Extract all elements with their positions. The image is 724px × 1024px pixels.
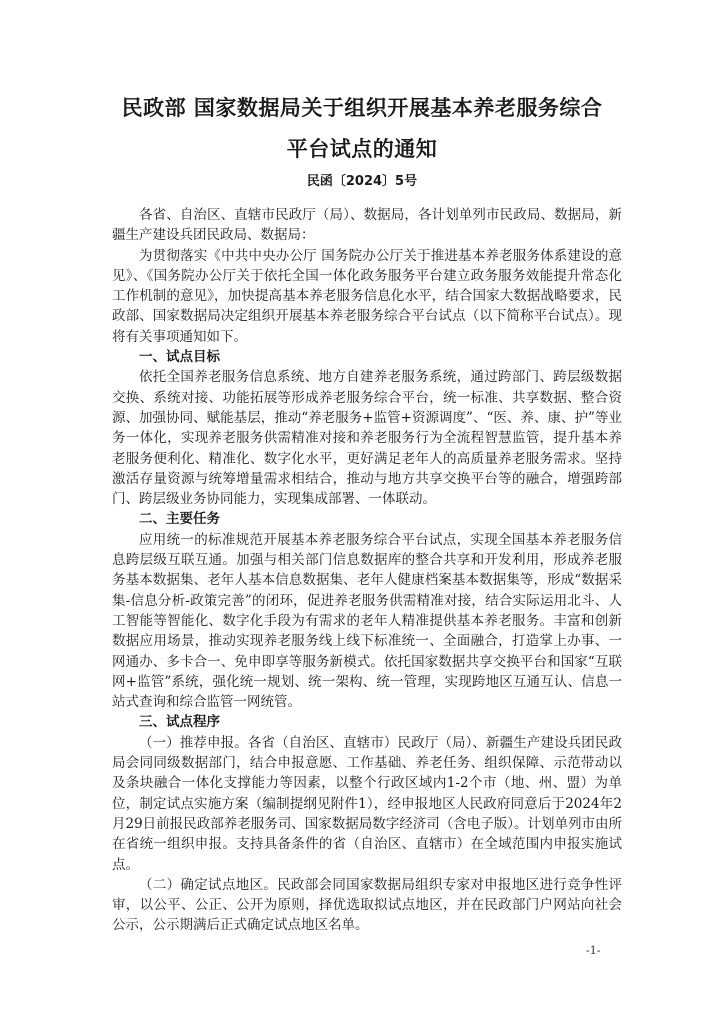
document-number: 民函〔2024〕5号 bbox=[306, 174, 418, 189]
document-title-line-1: 民政部 国家数据局关于组织开展基本养老服务综合 bbox=[121, 96, 603, 120]
section-3-item-2: （二）确定试点地区。民政部会同国家数据局组织专家对申报地区进行竞争性评审，以公平、公正、公开为原则，择优选取拟试点地区，并在民政部门户网站向社会公示，公示期满后正式确定试点地区名单。 bbox=[112, 876, 622, 934]
section-1-heading: 一、试点目标 bbox=[139, 349, 220, 366]
document-title-line-2: 平台试点的通知 bbox=[286, 137, 438, 161]
salutation: 各省、自治区、直辖市民政厅（局）、数据局，各计划单列市民政局、数据局，新疆生产建设兵团民政局、数据局： bbox=[112, 207, 622, 244]
section-3-item-1: （一）推荐申报。各省（自治区、直辖市）民政厅（局）、新疆生产建设兵团民政局会同同级数据部门，结合申报意愿、工作基础、养老任务、组织保障、示范带动以及条块融合一体化支撑能力等因素，以整个行政区域内1-2个市（地、州、盟）为单位，制定试点实施方案（编制提纲见附件1），经申报地区人民政府同意后于2024年2月29日前报民政部养老服务司、国家数据局数字经济司（含电子版）。计划单列市由所在省统一组织申报。支持具备条件的省（自治区、直辖市）在全域范围内申报实施试点。 bbox=[112, 734, 622, 873]
intro-paragraph: 为贯彻落实《中共中央办公厅 国务院办公厅关于推进基本养老服务体系建设的意见》、《国务院办公厅关于依托全国一体化政务服务平台建立政务服务效能提升常态化工作机制的意见》，加快提高基本养老服务信息化水平，结合国家大数据战略要求，民政部、国家数据局决定组织开展基本养老服务综合平台试点（以下简称平台试点）。现将有关事项通知如下。 bbox=[112, 247, 622, 345]
section-3-heading: 三、试点程序 bbox=[139, 714, 220, 731]
section-2-heading: 二、主要任务 bbox=[139, 511, 220, 528]
section-1-paragraph: 依托全国养老服务信息系统、地方自建养老服务系统，通过跨部门、跨层级数据交换、系统对接、功能拓展等形成养老服务综合平台，统一标准、共享数据、整合资源、加强协同、赋能基层，推动“养老服务+监管+资源调度”、“医、养、康、护”等业务一体化，实现养老服务供需精准对接和养老服务行为全流程智慧监管，提升基本养老服务便利化、精准化、数字化水平，更好满足老年人的高质量养老服务需求。坚持激活存量资源与统筹增量需求相结合，推动与地方共享交换平台等的融合，增强跨部门、跨层级业务协同能力，实现集成部署、一体联动。 bbox=[112, 369, 622, 508]
section-2-paragraph: 应用统一的标准规范开展基本养老服务综合平台试点，实现全国基本养老服务信息跨层级互联互通。加强与相关部门信息数据库的整合共享和开发利用，形成养老服务基本数据集、老年人基本信息数据集、老年人健康档案基本数据集等，形成“数据采集-信息分析-政策完善”的闭环，促进养老服务供需精准对接，结合实际运用北斗、人工智能等智能化、数字化手段为有需求的老年人精准提供基本养老服务。丰富和创新数据应用场景，推动实现养老服务线上线下标准统一、全面融合，打造掌上办事、一网通办、多卡合一、免申即享等服务新模式。依托国家数据共享交换平台和国家“互联网+监管”系统，强化统一规划、统一架构、统一管理，实现跨地区互通互认、信息一站式查询和综合监管一网统管。 bbox=[112, 531, 622, 711]
page-number: -1- bbox=[586, 944, 601, 957]
document-body bbox=[112, 205, 622, 936]
